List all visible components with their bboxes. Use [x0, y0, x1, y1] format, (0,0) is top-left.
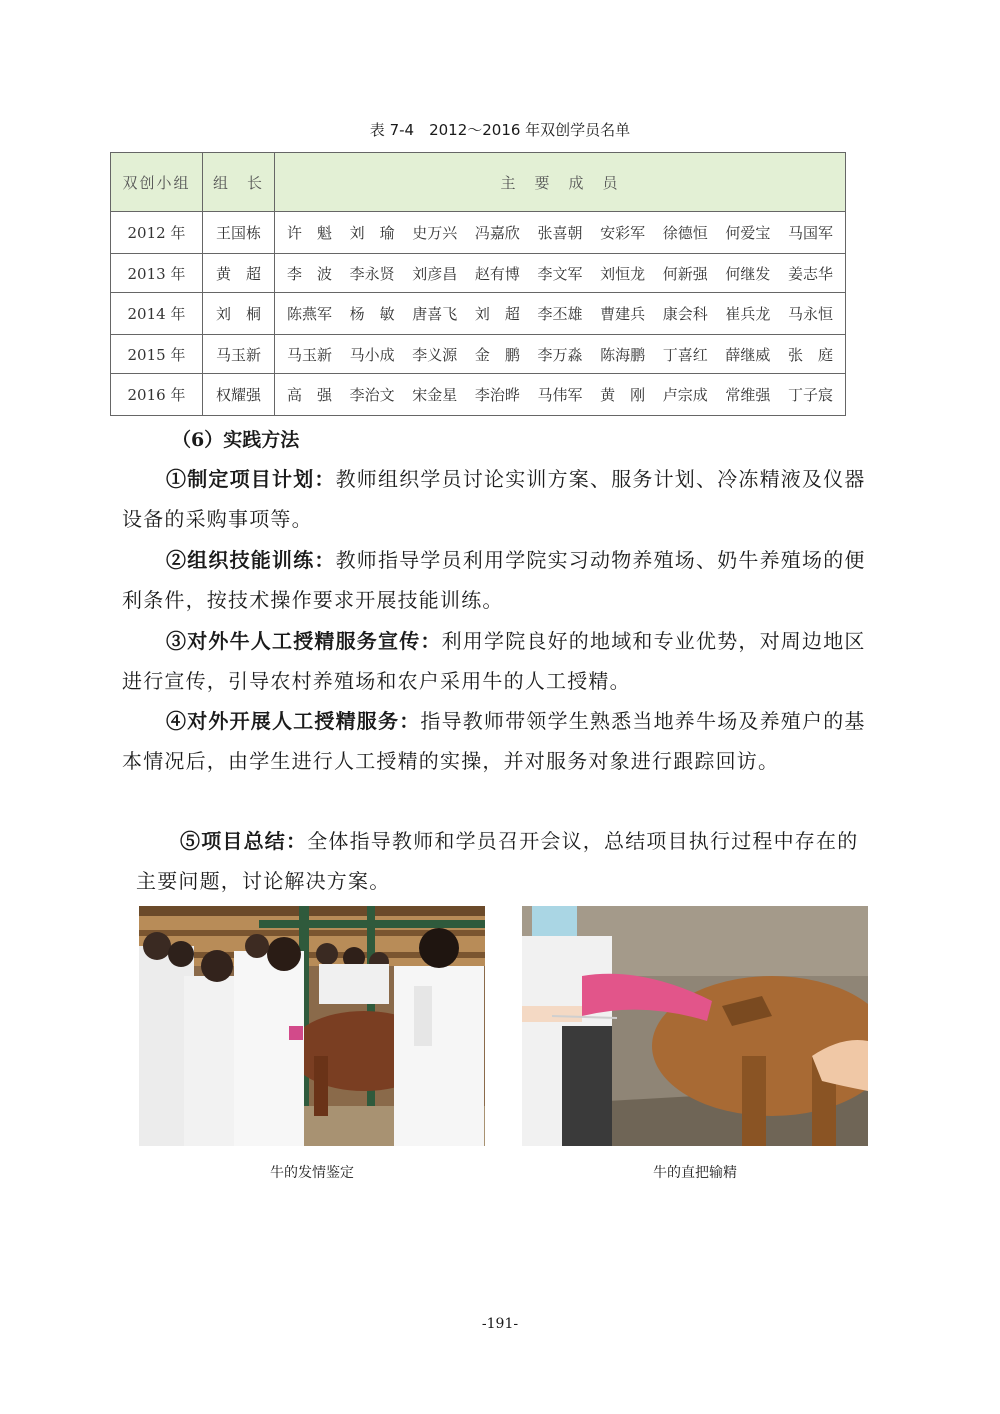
header-members: 主 要 成 员 — [275, 153, 846, 212]
member-name: 杨 敏 — [349, 305, 395, 323]
table-caption: 表 7-4 2012～2016 年双创学员名单 — [369, 121, 631, 139]
item-title: ④对外开展人工授精服务： — [166, 709, 421, 733]
members-cell — [275, 212, 846, 254]
table-row — [111, 212, 846, 254]
member-name: 卢宗成 — [662, 386, 708, 404]
member-name: 许 魁 — [287, 224, 333, 242]
member-name: 李 波 — [287, 264, 333, 283]
member-name: 何爱宝 — [725, 224, 771, 242]
photo-caption-insemination: 牛的直把输精 — [653, 1165, 737, 1181]
member-name: 曹建兵 — [600, 305, 646, 323]
member-name: 张喜朝 — [537, 224, 583, 242]
member-name: 刘 超 — [474, 305, 520, 323]
member-name: 黄 刚 — [600, 386, 646, 404]
leader-cell: 王国栋 — [203, 212, 275, 254]
member-name: 高 强 — [287, 386, 333, 404]
group-year-cell: 2013 年 — [111, 254, 203, 293]
table-row — [111, 254, 846, 293]
member-name: 马小成 — [349, 345, 395, 364]
item-text: 教师指导学员利用学院实习动物养殖场、奶牛养殖场的便利条件，按技术操作要求开展技能训练。 — [122, 548, 866, 612]
member-name: 李万淼 — [537, 345, 583, 364]
table-row — [111, 335, 846, 374]
practice-item-5 — [136, 821, 876, 901]
member-name: 丁喜红 — [662, 345, 708, 364]
member-name: 李永贤 — [349, 264, 395, 283]
practice-item-2 — [122, 540, 876, 620]
practice-item-3 — [122, 621, 876, 701]
member-name: 陈燕军 — [287, 305, 333, 323]
member-name: 宋金星 — [412, 386, 458, 404]
practice-item-4 — [122, 701, 876, 781]
photo-estrus-detection — [139, 906, 485, 1146]
member-name: 姜志华 — [788, 264, 834, 283]
section-heading: （6）实践方法 — [172, 429, 300, 451]
member-name: 李治文 — [349, 386, 395, 404]
member-name: 唐喜飞 — [412, 305, 458, 323]
header-group: 双创小组 — [111, 153, 203, 212]
item-text: 教师组织学员讨论实训方案、服务计划、冷冻精液及仪器设备的采购事项等。 — [122, 467, 866, 531]
member-name: 常维强 — [725, 386, 771, 404]
member-name: 赵有博 — [474, 264, 520, 283]
member-name: 李治晔 — [474, 386, 520, 404]
table-row — [111, 374, 846, 416]
member-name: 李义源 — [412, 345, 458, 364]
member-name: 何继发 — [725, 264, 771, 283]
member-name: 何新强 — [662, 264, 708, 283]
members-cell — [275, 293, 846, 335]
table-header-row — [111, 153, 846, 212]
item-title: ③对外牛人工授精服务宣传： — [166, 629, 442, 653]
member-name: 刘恒龙 — [600, 264, 646, 283]
member-name: 康会科 — [662, 305, 708, 323]
members-cell — [275, 335, 846, 374]
member-name: 李文军 — [537, 264, 583, 283]
group-year-cell: 2016 年 — [111, 374, 203, 416]
group-year-cell: 2012 年 — [111, 212, 203, 254]
item-title: ②组织技能训练： — [166, 548, 336, 572]
member-name: 安彩军 — [600, 224, 646, 242]
member-name: 徐德恒 — [662, 224, 708, 242]
member-name: 马永恒 — [788, 305, 834, 323]
item-title: ①制定项目计划： — [166, 467, 336, 491]
item-text: 利用学院良好的地域和专业优势，对周边地区进行宣传，引导农村养殖场和农户采用牛的人工授精。 — [122, 629, 866, 693]
estrus-detection-image — [139, 906, 485, 1146]
trainee-roster-table — [110, 152, 846, 416]
photo-rectal-insemination — [522, 906, 868, 1146]
table-row — [111, 293, 846, 335]
leader-cell: 权耀强 — [203, 374, 275, 416]
member-name: 张 庭 — [788, 345, 834, 364]
leader-cell: 黄 超 — [203, 254, 275, 293]
members-cell — [275, 374, 846, 416]
member-name: 马国军 — [788, 224, 834, 242]
leader-cell: 刘 桐 — [203, 293, 275, 335]
leader-cell: 马玉新 — [203, 335, 275, 374]
item-text: 全体指导教师和学员召开会议，总结项目执行过程中存在的主要问题，讨论解决方案。 — [136, 829, 859, 893]
member-name: 史万兴 — [412, 224, 458, 242]
item-title: ⑤项目总结： — [180, 829, 308, 853]
group-year-cell: 2014 年 — [111, 293, 203, 335]
member-name: 陈海鹏 — [600, 345, 646, 364]
group-year-cell: 2015 年 — [111, 335, 203, 374]
member-name: 丁子宸 — [788, 386, 834, 404]
member-name: 李丕雄 — [537, 305, 583, 323]
photo-caption-estrus: 牛的发情鉴定 — [270, 1165, 354, 1181]
insemination-image — [522, 906, 868, 1146]
header-leader: 组 长 — [203, 153, 275, 212]
member-name: 刘 瑜 — [349, 224, 395, 242]
item-text: 指导教师带领学生熟悉当地养牛场及养殖户的基本情况后，由学生进行人工授精的实操，并对服务对象进行跟踪回访。 — [122, 709, 866, 773]
member-name: 金 鹏 — [474, 345, 520, 364]
member-name: 崔兵龙 — [725, 305, 771, 323]
practice-item-1 — [122, 459, 876, 539]
member-name: 马伟军 — [537, 386, 583, 404]
member-name: 马玉新 — [287, 345, 333, 364]
member-name: 刘彦昌 — [412, 264, 458, 283]
member-name: 薛继威 — [725, 345, 771, 364]
member-name: 冯嘉欣 — [474, 224, 520, 242]
page-number: -191- — [481, 1316, 519, 1332]
members-cell — [275, 254, 846, 293]
